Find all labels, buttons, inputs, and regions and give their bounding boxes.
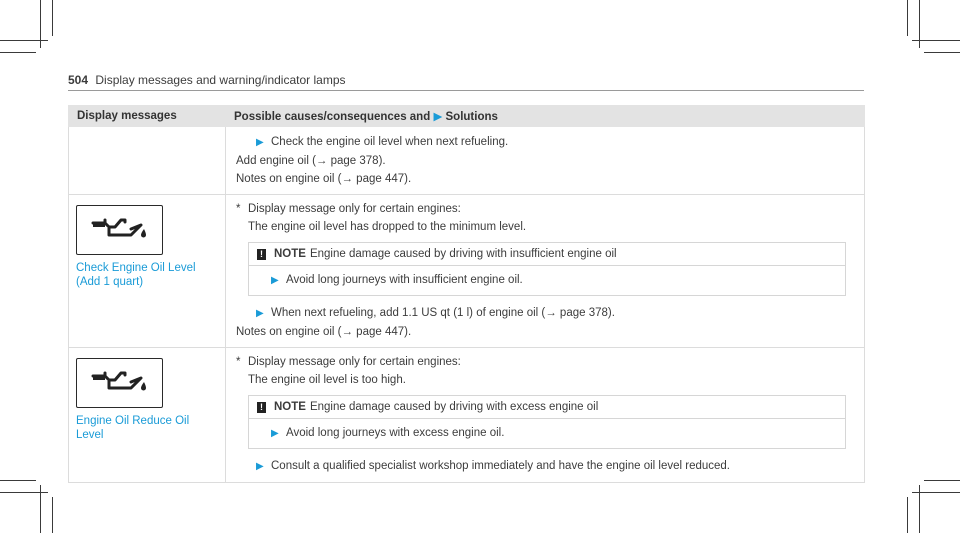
message-line: (Add 1 quart)	[76, 276, 144, 288]
note-header	[249, 243, 845, 266]
arrow-right-icon: ▶	[256, 308, 264, 319]
crop-mark	[0, 40, 48, 41]
display-messages-table	[68, 105, 865, 483]
solutions-header-prefix: Possible causes/consequences and	[234, 111, 431, 123]
note-text: Engine damage caused by driving with insufficient engine oil	[309, 248, 617, 260]
warning-icon: !	[257, 249, 266, 260]
solutions-cell	[226, 195, 865, 348]
note-label: NOTE	[274, 248, 306, 260]
message-cell	[69, 348, 226, 483]
header-rule	[68, 90, 864, 91]
table-header-row	[69, 106, 865, 127]
crop-mark	[907, 0, 908, 36]
display-message-name: Engine Oil Reduce Oil Level	[76, 415, 190, 441]
note-header	[249, 396, 845, 419]
column-header-solutions	[226, 106, 865, 127]
solution-step	[236, 304, 854, 323]
footnote-line	[236, 354, 854, 371]
note-step	[249, 419, 845, 448]
column-header-messages: Display messages	[69, 106, 226, 127]
note-box	[248, 242, 846, 296]
crop-mark	[912, 492, 960, 493]
note-label: NOTE	[274, 401, 306, 413]
solution-step	[236, 457, 854, 476]
note-step-text: Avoid long journeys with excess engine oil.	[286, 427, 505, 439]
table-row	[69, 348, 865, 483]
message-cell	[69, 195, 226, 348]
crop-mark	[907, 497, 908, 533]
cause-text: The engine oil level is too high.	[248, 374, 406, 386]
solutions-header-suffix: Solutions	[445, 111, 498, 123]
crop-mark	[0, 480, 36, 481]
step-text: When next refueling, add 1.1 US qt (1 l) of engine oil (→ page 378).	[271, 307, 615, 319]
message-line: Check Engine Oil Level	[76, 262, 196, 274]
arrow-right-icon: ▶	[256, 461, 264, 472]
reference-line: Add engine oil (→ page 378).	[236, 155, 386, 167]
crop-mark	[0, 492, 48, 493]
note-box	[248, 395, 846, 449]
crop-mark	[52, 0, 53, 36]
footnote-line	[236, 201, 854, 218]
note-text: Engine damage caused by driving with excess engine oil	[309, 401, 599, 413]
page-title: Display messages and warning/indicator lamps	[95, 73, 346, 87]
reference-line: Notes on engine oil (→ page 447).	[236, 173, 412, 185]
arrow-right-icon: ▶	[271, 275, 279, 286]
solutions-cell	[226, 348, 865, 483]
reference-line: Notes on engine oil (→ page 447).	[236, 326, 412, 338]
solutions-cell	[226, 127, 865, 195]
crop-mark	[924, 480, 960, 481]
arrow-right-icon: ▶	[256, 137, 264, 148]
note-step-text: Avoid long journeys with insufficient engine oil.	[286, 274, 523, 286]
page-number: 504	[68, 73, 89, 87]
crop-mark	[52, 497, 53, 533]
display-message-name	[76, 261, 218, 289]
cause-text: The engine oil level has dropped to the minimum level.	[248, 221, 527, 233]
arrow-right-icon: ▶	[433, 111, 443, 123]
arrow-right-icon: ▶	[271, 428, 279, 439]
footnote-star: *	[236, 203, 241, 215]
crop-mark	[0, 52, 36, 53]
message-cell	[69, 127, 226, 195]
engine-oil-level-icon	[76, 205, 163, 255]
crop-mark	[912, 40, 960, 41]
footnote-text: Display message only for certain engines:	[248, 203, 461, 215]
footnote-star: *	[236, 356, 241, 368]
crop-mark	[924, 52, 960, 53]
engine-oil-level-icon	[76, 358, 163, 408]
warning-icon: !	[257, 402, 266, 413]
step-text: Consult a qualified specialist workshop immediately and have the engine oil level reduced.	[271, 460, 730, 472]
table-row	[69, 127, 865, 195]
solution-step	[236, 133, 854, 152]
footnote-text: Display message only for certain engines:	[248, 356, 461, 368]
table-row	[69, 195, 865, 348]
note-step	[249, 266, 845, 295]
step-text: Check the engine oil level when next refueling.	[271, 136, 509, 148]
page-header	[68, 73, 346, 87]
